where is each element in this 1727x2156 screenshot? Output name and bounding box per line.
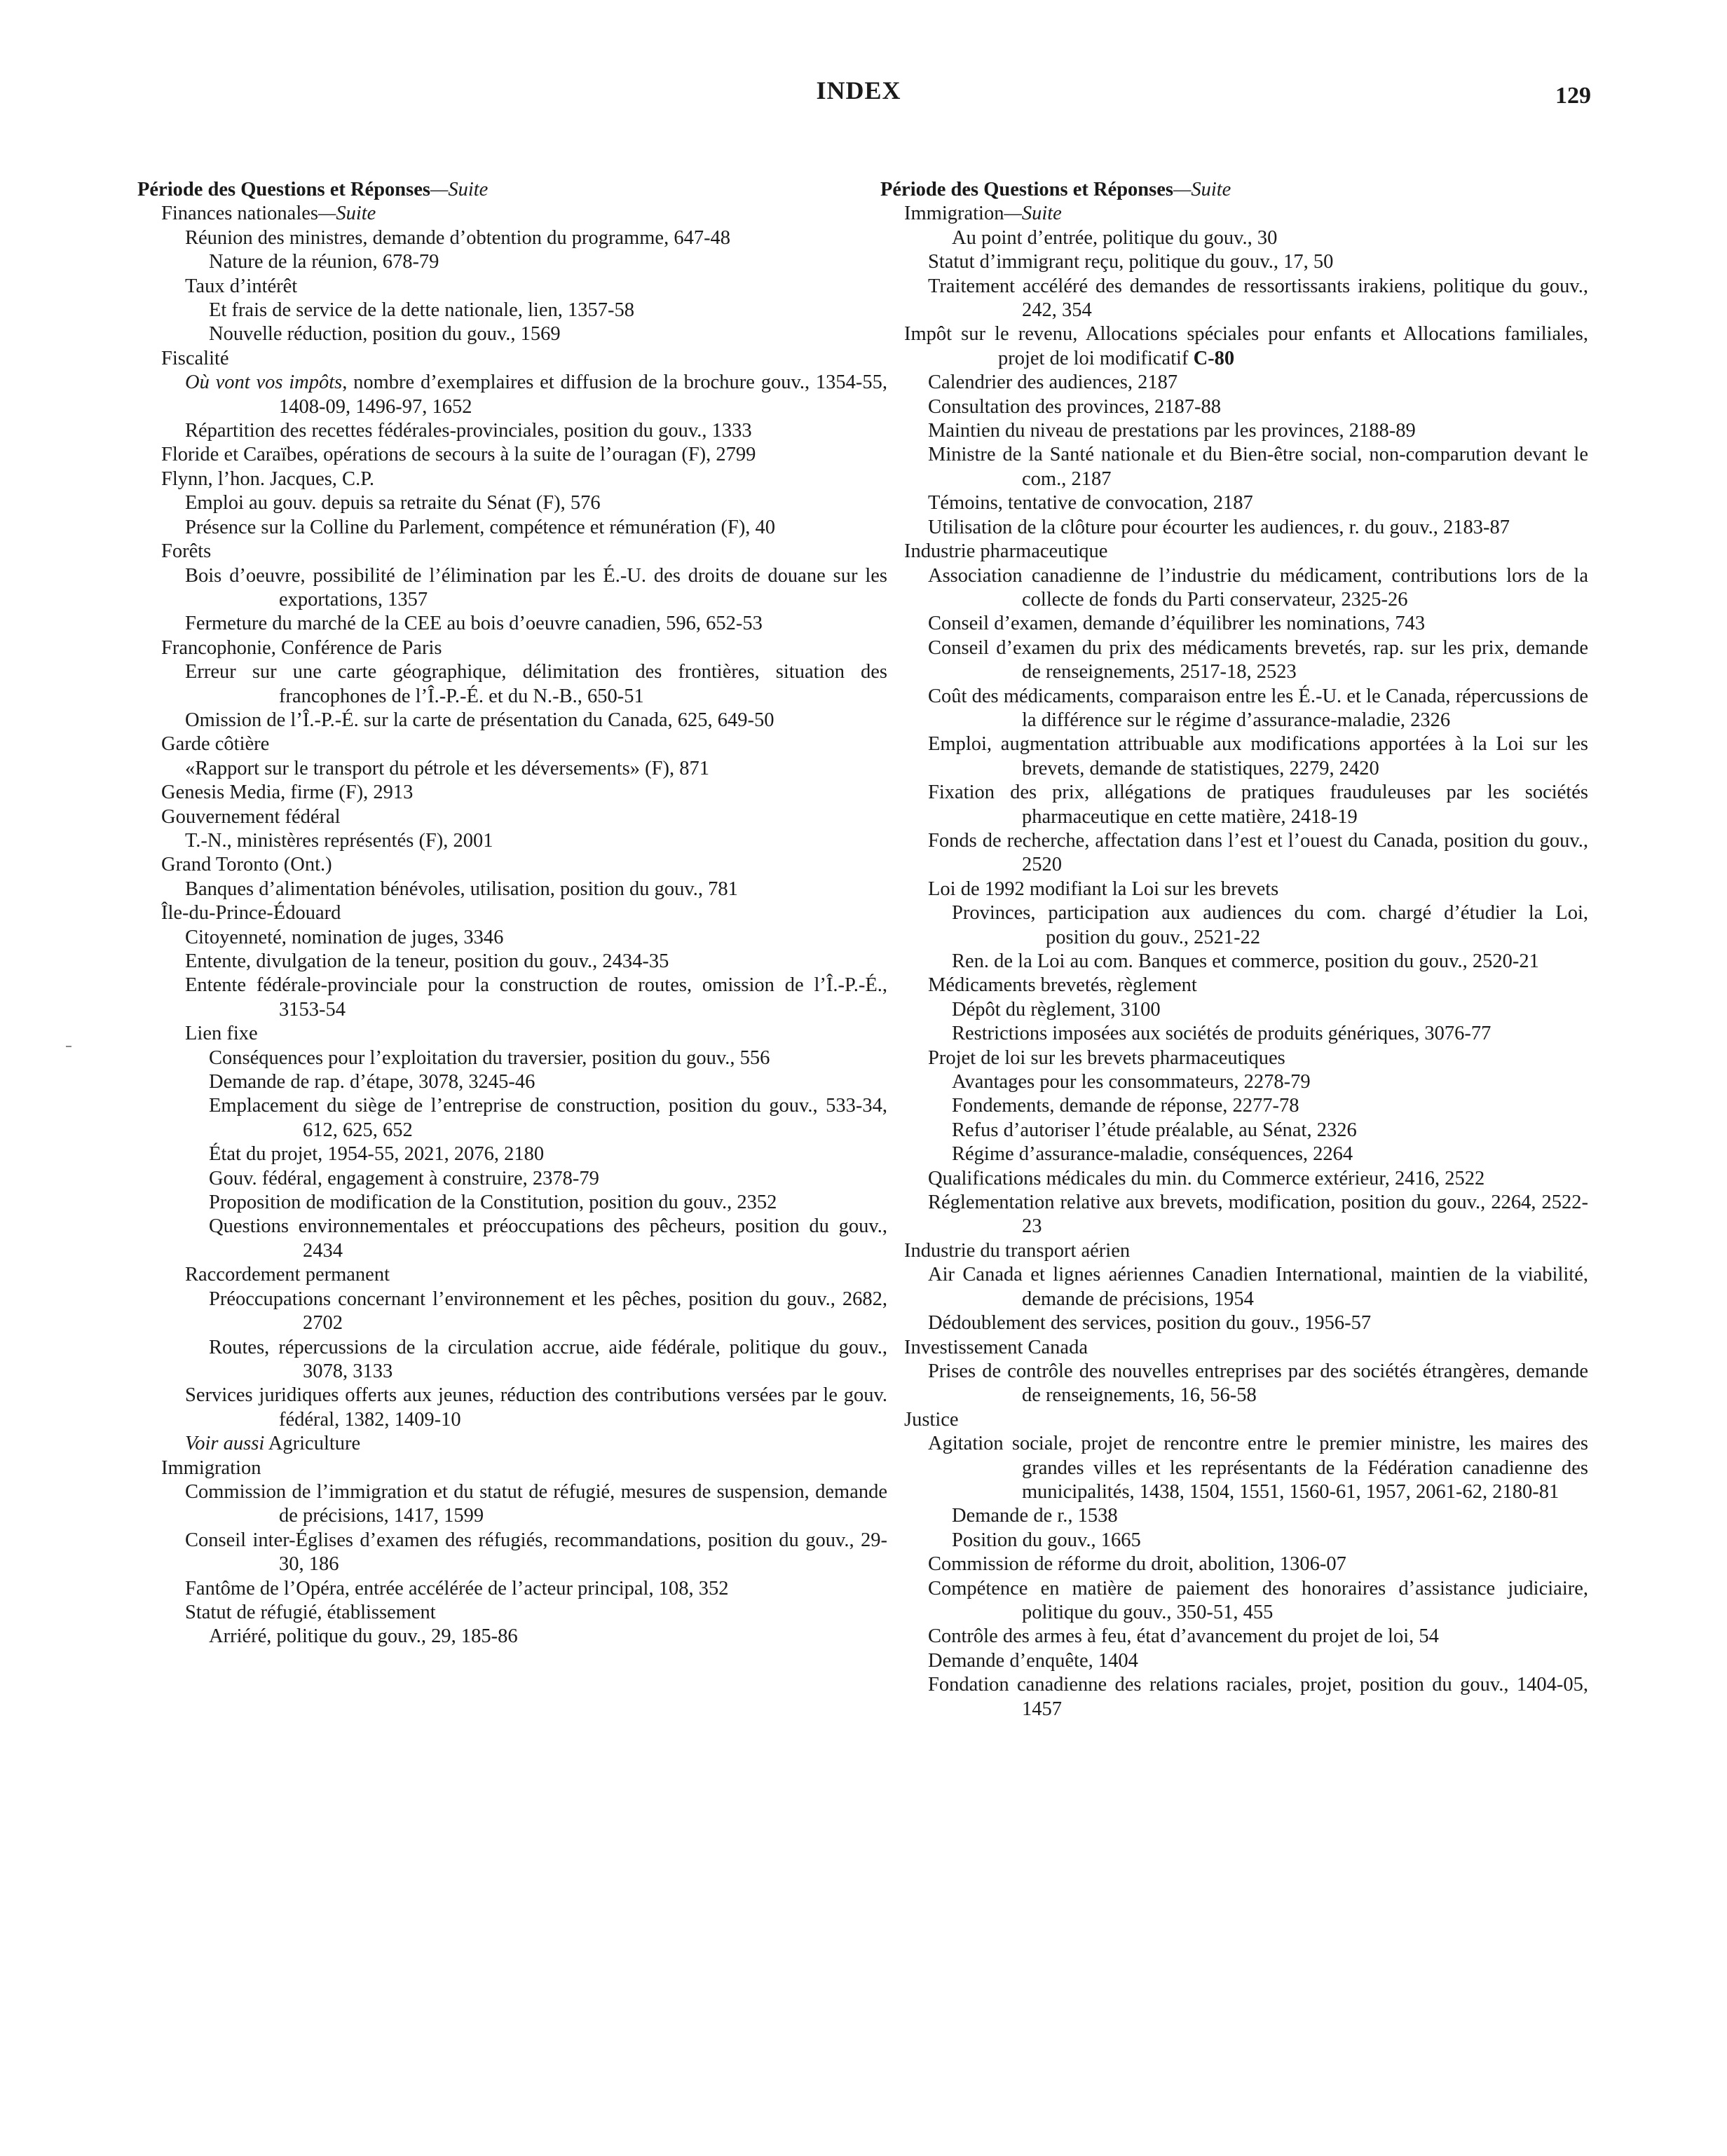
index-entry (880, 1094, 1588, 1118)
index-entry (880, 275, 1588, 323)
index-entry-text: T.-N., ministères représentés (F), 2001 (185, 829, 493, 852)
index-entry-text: Conseil inter-Églises d’examen des réfugiés, recommandations, position du gouv., 29-30, 186 (185, 1529, 887, 1576)
page-number: 129 (1555, 83, 1591, 109)
index-entry-text: Fixation des prix, allégations de pratiques frauduleuses par les sociétés pharmaceutique en cette matière, 2418-19 (928, 782, 1588, 828)
index-entry (880, 564, 1588, 613)
index-entry (137, 1070, 887, 1094)
index-entry (137, 1625, 887, 1649)
index-entry-text: Période des Questions et Réponses (137, 179, 430, 200)
index-entry (137, 1191, 887, 1215)
index-entry-text: Fiscalité (161, 347, 229, 369)
index-entry-text: Conseil d’examen du prix des médicaments brevetés, rap. sur les prix, demande de renseignements, 2517-18, 2523 (928, 636, 1588, 683)
index-entry (880, 1577, 1588, 1625)
index-entry-text: Entente fédérale-provinciale pour la construction de routes, omission de l’Î.-P.-É., 3153-54 (185, 974, 887, 1021)
index-entry (880, 1046, 1588, 1070)
index-entry-text: Dédoublement des services, position du gouv., 1956-57 (928, 1312, 1372, 1335)
index-entry (137, 540, 887, 564)
index-entry-text: Gouvernement fédéral (161, 805, 341, 828)
index-entry (137, 1215, 887, 1263)
index-entry (137, 1336, 887, 1384)
index-entry-text: Citoyenneté, nomination de juges, 3346 (185, 926, 504, 948)
index-entry-text: Fermeture du marché de la CEE au bois d’oeuvre canadien, 596, 652-53 (185, 613, 763, 635)
index-entry (880, 1408, 1588, 1432)
index-entry (880, 1673, 1588, 1721)
index-entry-text: Investissement Canada (904, 1336, 1088, 1358)
index-entry (137, 1601, 887, 1625)
index-entry-text: Projet de loi sur les brevets pharmaceutiques (928, 1046, 1285, 1069)
index-entry (880, 998, 1588, 1022)
index-entry-text: Agitation sociale, projet de rencontre entre le premier ministre, les maires des grandes villes et les représentants de la Fédération canadienne des municipalités, 1438, 1504, 1551, 1560-61, 1957, 2061-62, 2180-81 (928, 1433, 1588, 1503)
index-entry-text: Commission de réforme du droit, abolition, 1306-07 (928, 1553, 1346, 1576)
index-column-right (880, 178, 1588, 1721)
index-entry (880, 732, 1588, 781)
index-entry-text: Demande de rap. d’étape, 3078, 3245-46 (209, 1071, 535, 1093)
index-entry-text: Justice (904, 1408, 959, 1431)
index-entry (880, 250, 1588, 274)
index-column-left (137, 178, 887, 1649)
index-entry-text: Erreur sur une carte géographique, délimitation des frontières, situation des francophones de l’Î.-P.-É. et du N.-B., 650-51 (185, 661, 887, 707)
index-entry (137, 322, 887, 346)
continuation-suffix: —Suite (430, 179, 489, 200)
continuation-suffix: —Suite (318, 203, 376, 225)
index-entry (137, 1384, 887, 1432)
index-entry-text: Emploi, augmentation attribuable aux modifications apportées à la Loi sur les brevets, demande de statistiques, 2279, 2420 (928, 733, 1588, 779)
index-entry (880, 178, 1588, 202)
bill-number: C-80 (1193, 347, 1235, 369)
index-entry (137, 757, 887, 781)
index-entry-text: Témoins, tentative de convocation, 2187 (928, 492, 1253, 514)
index-entry-text: Entente, divulgation de la teneur, position du gouv., 2434-35 (185, 950, 669, 972)
index-entry (880, 1649, 1588, 1673)
index-entry (137, 1288, 887, 1336)
index-entry-italic-term: Où vont vos impôts (185, 371, 343, 394)
index-entry-text: Association canadienne de l’industrie du médicament, contributions lors de la collecte de fonds du Parti conservateur, 2325-26 (928, 564, 1588, 610)
index-entry (880, 226, 1588, 250)
index-entry-text: Genesis Media, firme (F), 2913 (161, 782, 414, 804)
index-entry-text: Lien fixe (185, 1023, 258, 1045)
index-entry (880, 1504, 1588, 1528)
index-entry-text: Garde côtière (161, 733, 270, 756)
index-entry-text: Répartition des recettes fédérales-provinciales, position du gouv., 1333 (185, 420, 752, 442)
index-entry-text: Au point d’entrée, politique du gouv., 30 (952, 226, 1278, 249)
index-entry (880, 1432, 1588, 1504)
index-entry (880, 395, 1588, 419)
index-entry (137, 226, 887, 250)
index-entry (137, 1142, 887, 1166)
index-entry (137, 468, 887, 491)
index-entry (880, 491, 1588, 515)
index-entry-text: Industrie pharmaceutique (904, 540, 1108, 563)
index-entry (880, 202, 1588, 226)
index-entry (137, 178, 887, 202)
index-entry (137, 564, 887, 613)
index-entry (137, 347, 887, 371)
index-entry (880, 322, 1588, 371)
index-entry-text: Grand Toronto (Ont.) (161, 854, 332, 876)
index-entry-text: Contrôle des armes à feu, état d’avancement du projet de loi, 54 (928, 1625, 1439, 1648)
index-entry (137, 1456, 887, 1480)
index-entry-text: Statut de réfugié, établissement (185, 1601, 436, 1623)
index-entry (880, 612, 1588, 636)
index-entry (880, 371, 1588, 395)
index-entry (137, 1046, 887, 1070)
index-entry-text: Immigration (904, 203, 1004, 225)
index-entry (137, 275, 887, 299)
index-entry (880, 781, 1588, 829)
index-entry (137, 516, 887, 540)
index-entry-text: Et frais de service de la dette nationale, lien, 1357-58 (209, 299, 634, 322)
index-entry (880, 1142, 1588, 1166)
index-entry-text: Finances nationales (161, 203, 318, 225)
index-entry-text: Emploi au gouv. depuis sa retraite du Sénat (F), 576 (185, 492, 601, 514)
index-entry-text: Raccordement permanent (185, 1264, 390, 1286)
index-entry-text: Régime d’assurance-maladie, conséquences, 2264 (952, 1143, 1353, 1166)
index-entry-text: Ren. de la Loi au com. Banques et commerce, position du gouv., 2520-21 (952, 950, 1539, 972)
index-entry-text: Flynn, l’hon. Jacques, C.P. (161, 468, 375, 490)
index-entry (880, 540, 1588, 564)
index-entry-text: Consultation des provinces, 2187-88 (928, 395, 1221, 418)
index-entry (880, 1625, 1588, 1649)
index-entry-text: , nombre d’exemplaires et diffusion de la brochure gouv., 1354-55, 1408-09, 1496-97, 1652 (279, 371, 887, 418)
index-entry-text: Bois d’oeuvre, possibilité de l’élimination par les É.-U. des droits de douane sur les exportations, 1357 (185, 564, 887, 610)
index-entry (137, 1263, 887, 1287)
index-entry (880, 829, 1588, 878)
index-entry (880, 1360, 1588, 1408)
index-entry-text: Francophonie, Conférence de Paris (161, 636, 442, 659)
index-entry-text: Conséquences pour l’exploitation du traversier, position du gouv., 556 (209, 1046, 770, 1069)
index-entry-text: Taux d’intérêt (185, 275, 298, 297)
index-entry (880, 685, 1588, 733)
index-entry (137, 299, 887, 322)
index-entry (880, 636, 1588, 685)
index-entry (137, 974, 887, 1022)
index-entry-text: Refus d’autoriser l’étude préalable, au Sénat, 2326 (952, 1119, 1357, 1141)
index-entry-text: Floride et Caraïbes, opérations de secours à la suite de l’ouragan (F), 2799 (161, 444, 756, 466)
index-entry (137, 1577, 887, 1601)
index-entry-text: Arriéré, politique du gouv., 29, 185-86 (209, 1625, 518, 1648)
index-entry-text: Loi de 1992 modifiant la Loi sur les brevets (928, 878, 1279, 900)
index-entry (880, 878, 1588, 901)
index-entry (137, 781, 887, 805)
index-entry-text: Air Canada et lignes aériennes Canadien International, maintien de la viabilité, demande de précisions, 1954 (928, 1264, 1588, 1310)
index-entry (137, 829, 887, 853)
index-entry (880, 419, 1588, 443)
index-entry-text: Préoccupations concernant l’environnement et les pêches, position du gouv., 2682, 2702 (209, 1288, 887, 1335)
index-entry (137, 491, 887, 515)
index-entry (880, 1336, 1588, 1360)
index-entry-text: Commission de l’immigration et du statut de réfugié, mesures de suspension, demande de précisions, 1417, 1599 (185, 1480, 887, 1527)
index-entry-text: Calendrier des audiences, 2187 (928, 371, 1178, 394)
index-entry (137, 950, 887, 974)
index-entry-text: Demande d’enquête, 1404 (928, 1649, 1138, 1672)
index-entry-text: Réunion des ministres, demande d’obtention du programme, 647-48 (185, 226, 731, 249)
index-entry (137, 1480, 887, 1529)
index-entry (880, 1553, 1588, 1576)
index-entry (137, 636, 887, 660)
index-entry-text: Banques d’alimentation bénévoles, utilisation, position du gouv., 781 (185, 878, 738, 900)
index-entry-text: Île-du-Prince-Édouard (161, 902, 341, 925)
index-entry-text: Dépôt du règlement, 3100 (952, 998, 1161, 1021)
index-entry-text: Qualifications médicales du min. du Commerce extérieur, 2416, 2522 (928, 1167, 1485, 1189)
index-entry (137, 732, 887, 756)
index-entry-text: Proposition de modification de la Constitution, position du gouv., 2352 (209, 1192, 777, 1214)
index-entry-text: Position du gouv., 1665 (952, 1529, 1141, 1551)
index-entry-text: Impôt sur le revenu, Allocations spéciales pour enfants et Allocations familiales, projet de loi modificatif (904, 323, 1588, 369)
index-entry-text: Conseil d’examen, demande d’équilibrer les nominations, 743 (928, 613, 1426, 635)
index-entry-text: Fonds de recherche, affectation dans l’est et l’ouest du Canada, position du gouv., 2520 (928, 829, 1588, 876)
index-entry (880, 1239, 1588, 1263)
index-entry (137, 878, 887, 901)
index-entry (137, 612, 887, 636)
index-entry-text: Provinces, participation aux audiences du com. chargé d’étudier la Loi, position du gouv., 2521-22 (952, 902, 1588, 948)
index-entry-text: Avantages pour les consommateurs, 2278-79 (952, 1071, 1311, 1093)
index-entry-text: Emplacement du siège de l’entreprise de construction, position du gouv., 533-34, 612, 625, 652 (209, 1095, 887, 1141)
index-entry (137, 1432, 887, 1456)
index-entry (137, 371, 887, 419)
index-entry (880, 1070, 1588, 1094)
index-entry-text: Prises de contrôle des nouvelles entreprises par des sociétés étrangères, demande de renseignements, 16, 56-58 (928, 1360, 1588, 1407)
index-entry (137, 853, 887, 877)
index-entry-text: Statut d’immigrant reçu, politique du gouv., 17, 50 (928, 251, 1334, 273)
index-entry-text: Immigration (161, 1456, 261, 1479)
index-entry-text: Forêts (161, 540, 212, 563)
index-entry-text: Routes, répercussions de la circulation accrue, aide fédérale, politique du gouv., 3078, 3133 (209, 1336, 887, 1382)
continuation-suffix: —Suite (1004, 203, 1062, 225)
index-entry-text: Compétence en matière de paiement des honoraires d’assistance judiciaire, politique du gouv., 350-51, 455 (928, 1577, 1588, 1623)
index-entry (137, 250, 887, 274)
index-entry (137, 805, 887, 829)
index-entry (880, 1167, 1588, 1191)
index-entry (880, 1529, 1588, 1553)
index-entry-text: Restrictions imposées aux sociétés de produits génériques, 3076-77 (952, 1023, 1492, 1045)
index-entry (137, 901, 887, 925)
index-entry (137, 926, 887, 950)
index-entry-text: Période des Questions et Réponses (880, 179, 1173, 200)
index-entry-text: Réglementation relative aux brevets, modification, position du gouv., 2264, 2522-23 (928, 1192, 1588, 1238)
index-entry (880, 443, 1588, 491)
index-entry-text: Maintien du niveau de prestations par les provinces, 2188-89 (928, 420, 1416, 442)
index-entry-text: État du projet, 1954-55, 2021, 2076, 2180 (209, 1143, 545, 1166)
index-entry (880, 516, 1588, 540)
index-entry-text: Services juridiques offerts aux jeunes, réduction des contributions versées par le gouv. fédéral, 1382, 1409-10 (185, 1384, 887, 1431)
index-entry-text: Ministre de la Santé nationale et du Bien-être social, non-comparution devant le com., 2187 (928, 444, 1588, 490)
index-entry (137, 443, 887, 467)
index-entry (880, 1119, 1588, 1142)
index-entry-text: «Rapport sur le transport du pétrole et les déversements» (F), 871 (185, 757, 709, 779)
index-entry (880, 974, 1588, 997)
index-entry-text: Questions environnementales et préoccupations des pêcheurs, position du gouv., 2434 (209, 1215, 887, 1262)
page-header-title: INDEX (816, 76, 901, 104)
index-entry (137, 709, 887, 732)
index-entry (880, 901, 1588, 950)
index-entry-text: Coût des médicaments, comparaison entre les É.-U. et le Canada, répercussions de la différence sur le régime d’assurance-maladie, 2326 (928, 685, 1588, 731)
index-entry-text: Industrie du transport aérien (904, 1239, 1131, 1262)
index-entry (137, 1094, 887, 1142)
index-entry-text: Nouvelle réduction, position du gouv., 1569 (209, 323, 561, 346)
index-entry (137, 1022, 887, 1046)
index-entry (880, 1191, 1588, 1239)
index-entry-italic-term: Voir aussi (185, 1433, 265, 1455)
index-entry (137, 1167, 887, 1191)
index-entry (880, 1263, 1588, 1311)
index-entry (137, 1529, 887, 1577)
index-entry-text: Fondements, demande de réponse, 2277-78 (952, 1095, 1299, 1117)
index-entry-text: Agriculture (264, 1433, 361, 1455)
index-entry-text: Médicaments brevetés, règlement (928, 974, 1197, 997)
index-entry (880, 1311, 1588, 1335)
index-entry-text: Gouv. fédéral, engagement à construire, 2378-79 (209, 1167, 599, 1189)
index-entry-text: Fondation canadienne des relations raciales, projet, position du gouv., 1404-05, 1457 (928, 1674, 1588, 1720)
index-entry-text: Demande de r., 1538 (952, 1505, 1118, 1527)
index-entry-text: Traitement accéléré des demandes de ressortissants irakiens, politique du gouv., 242, 354 (928, 275, 1588, 322)
index-entry-text: Présence sur la Colline du Parlement, compétence et rémunération (F), 40 (185, 516, 776, 538)
index-entry (137, 202, 887, 226)
index-entry (880, 950, 1588, 974)
continuation-suffix: —Suite (1173, 179, 1231, 200)
margin-mark (66, 1046, 71, 1047)
index-entry-text: Utilisation de la clôture pour écourter les audiences, r. du gouv., 2183-87 (928, 516, 1510, 538)
index-entry (137, 660, 887, 709)
index-entry-text: Omission de l’Î.-P.-É. sur la carte de présentation du Canada, 625, 649-50 (185, 709, 774, 731)
index-entry (137, 419, 887, 443)
index-entry-text: Nature de la réunion, 678-79 (209, 251, 439, 273)
index-entry (880, 1022, 1588, 1046)
index-entry-text: Fantôme de l’Opéra, entrée accélérée de l’acteur principal, 108, 352 (185, 1577, 729, 1599)
